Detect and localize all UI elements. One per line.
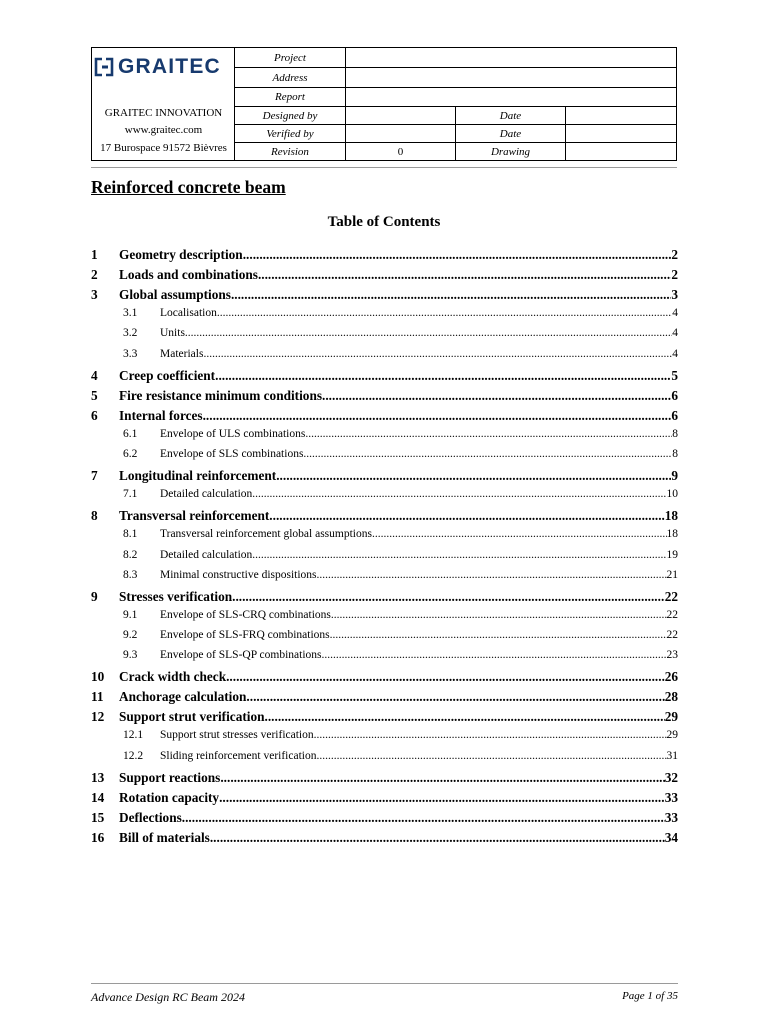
toc-entry-title: Sliding reinforcement verification <box>160 749 317 762</box>
toc-entry-page: 33 <box>664 789 678 805</box>
toc-entry-number: 8.2 <box>123 548 138 561</box>
toc-entry[interactable] <box>91 669 678 685</box>
footer-product: Advance Design RC Beam 2024 <box>91 990 245 1004</box>
toc-entry-page: 22 <box>666 628 678 641</box>
toc-entry-page: 2 <box>671 267 678 283</box>
toc-entry-number: 6 <box>91 407 98 423</box>
toc-heading: Table of Contents <box>327 214 441 230</box>
toc-entry-number: 14 <box>91 789 105 805</box>
revision-label: Revision <box>235 143 346 160</box>
toc-entry-number: 10 <box>91 669 105 685</box>
header-divider <box>91 167 677 168</box>
toc-dot-leader <box>330 629 667 641</box>
graitec-logo-icon <box>94 57 114 77</box>
toc-entry-title: Envelope of SLS combinations <box>160 448 304 460</box>
graitec-logo <box>94 54 221 80</box>
toc-entry-page: 23 <box>666 649 678 661</box>
toc-entry-title: Envelope of SLS-FRQ combinations <box>160 628 330 641</box>
toc-entry-page: 4 <box>672 347 678 360</box>
toc-dot-leader <box>322 649 667 661</box>
toc-entry-page: 33 <box>664 809 678 825</box>
toc-entry-page: 18 <box>664 508 678 524</box>
toc-entry[interactable] <box>91 408 678 424</box>
toc-entry-title: Anchorage calculation <box>119 689 247 705</box>
toc-dot-leader <box>210 830 665 846</box>
toc-entry-number: 6.1 <box>123 427 138 440</box>
toc-entry-page: 28 <box>664 689 678 705</box>
toc-entry-page: 8 <box>672 448 678 460</box>
toc-entry[interactable] <box>91 528 678 540</box>
toc-entry-title: Longitudinal reinforcement <box>119 468 277 484</box>
toc-entry-number: 5 <box>91 387 98 403</box>
toc-entry-title: Envelope of ULS combinations <box>160 427 306 440</box>
toc-entry-number: 7.1 <box>123 488 138 501</box>
toc-entry-page: 6 <box>671 407 678 423</box>
toc-entry[interactable] <box>91 508 678 524</box>
verified-date-label: Date <box>456 125 566 143</box>
project-label: Project <box>235 48 346 68</box>
toc-entry-title: Crack width check <box>119 669 227 685</box>
toc-entry-title: Detailed calculation <box>160 488 253 501</box>
toc-entry[interactable] <box>91 689 678 705</box>
company-address: 17 Burospace 91572 Bièvres <box>100 142 227 154</box>
toc-entry[interactable] <box>91 649 678 661</box>
toc-entry-title: Support strut verification <box>119 709 265 725</box>
toc-dot-leader <box>314 729 667 741</box>
toc-entry-page: 18 <box>666 528 678 541</box>
toc-dot-leader <box>215 368 671 384</box>
toc-entry-title: Bill of materials <box>119 829 210 845</box>
toc-entry-page: 29 <box>664 709 678 725</box>
toc-entry-page: 9 <box>671 468 678 484</box>
toc-entry[interactable] <box>91 830 678 846</box>
verified-by-label: Verified by <box>235 125 346 143</box>
toc-entry[interactable] <box>91 428 678 440</box>
toc-entry-title: Localisation <box>160 307 217 320</box>
toc-entry-page: 4 <box>672 307 678 320</box>
toc-dot-leader <box>252 549 666 561</box>
toc-dot-leader <box>322 388 671 404</box>
toc-entry-title: Envelope of SLS-QP combinations <box>160 649 322 661</box>
toc-entry[interactable] <box>91 468 678 484</box>
toc-entry-title: Rotation capacity <box>119 789 220 805</box>
toc-dot-leader <box>252 488 666 500</box>
designed-by-label: Designed by <box>235 107 346 125</box>
toc-entry-number: 15 <box>91 809 105 825</box>
revision-value: 0 <box>346 143 456 160</box>
toc-entry[interactable] <box>91 287 678 303</box>
toc-entry-number: 4 <box>91 367 98 383</box>
toc-entry-number: 16 <box>91 829 105 845</box>
toc-dot-leader <box>317 569 667 581</box>
toc-entry[interactable] <box>91 729 678 741</box>
toc-dot-leader <box>276 468 671 484</box>
toc-entry-page: 6 <box>671 387 678 403</box>
toc-entry[interactable] <box>91 770 678 786</box>
toc-entry-number: 12.1 <box>123 729 144 742</box>
document-title: Reinforced concrete beam <box>91 177 286 197</box>
report-label: Report <box>235 88 346 107</box>
toc-dot-leader <box>246 689 664 705</box>
footer-divider <box>91 983 678 984</box>
toc-entry[interactable] <box>91 307 678 319</box>
toc-entry-number: 8.3 <box>123 568 138 581</box>
toc-entry-page: 22 <box>666 608 678 621</box>
toc-dot-leader <box>203 348 672 360</box>
toc-entry-number: 9.3 <box>123 649 138 661</box>
drawing-label: Drawing <box>456 143 566 160</box>
toc-entry-page: 32 <box>664 769 678 785</box>
toc-dot-leader <box>231 287 671 303</box>
toc-entry-number: 3.3 <box>123 347 138 360</box>
toc-entry[interactable] <box>91 790 678 806</box>
designed-by-value <box>346 107 456 125</box>
company-panel <box>92 48 235 160</box>
title-block <box>91 47 677 161</box>
toc-dot-leader <box>305 428 672 440</box>
toc-entry-title: Creep coefficient <box>119 367 216 383</box>
toc-entry-number: 12.2 <box>123 749 144 762</box>
report-value <box>346 88 676 107</box>
toc-entry-title: Support strut stresses verification <box>160 729 314 742</box>
toc-entry-number: 3 <box>91 287 98 303</box>
toc-entry[interactable] <box>91 629 678 641</box>
toc-dot-leader <box>316 750 666 762</box>
toc-entry-title: Fire resistance minimum conditions <box>119 387 323 403</box>
toc-entry-number: 6.2 <box>123 448 138 460</box>
toc-entry-title: Units <box>160 327 185 340</box>
toc-entry[interactable] <box>91 750 678 762</box>
toc-dot-leader <box>269 508 664 524</box>
toc-entry-page: 26 <box>664 669 678 685</box>
toc-entry-number: 3.1 <box>123 307 138 320</box>
toc-entry-page: 2 <box>671 247 678 262</box>
toc-entry-page: 22 <box>664 588 678 604</box>
company-website: www.graitec.com <box>124 124 203 136</box>
verified-by-value <box>346 125 456 143</box>
toc-dot-leader <box>226 669 665 685</box>
toc-entry-page: 4 <box>672 327 678 340</box>
toc-entry[interactable] <box>91 448 678 460</box>
toc-entry-number: 12 <box>91 709 105 725</box>
toc-entry-page: 31 <box>666 749 678 762</box>
toc-entry-title: Deflections <box>119 809 182 825</box>
toc-entry[interactable] <box>91 247 678 263</box>
toc-entry-title: Transversal reinforcement global assumptions <box>160 528 372 541</box>
toc-entry-page: 21 <box>666 568 678 581</box>
toc-entry-number: 1 <box>91 247 98 262</box>
toc-entry-number: 3.2 <box>123 327 138 340</box>
toc-dot-leader <box>265 709 665 725</box>
footer-page-number: Page 1 of 35 <box>622 990 678 1002</box>
toc-dot-leader <box>232 589 665 605</box>
toc-dot-leader <box>258 267 671 283</box>
toc-dot-leader <box>243 247 672 263</box>
toc-entry-number: 11 <box>91 689 104 705</box>
toc-entry-title: Detailed calculation <box>160 548 253 561</box>
toc-entry-page: 34 <box>664 829 678 845</box>
toc-dot-leader <box>372 528 667 540</box>
toc-entry[interactable] <box>91 810 678 826</box>
toc-entry-page: 8 <box>672 427 678 440</box>
toc-entry[interactable] <box>91 488 678 500</box>
toc-entry-number: 2 <box>91 267 98 283</box>
toc-entry[interactable] <box>91 569 678 581</box>
toc-entry-page: 10 <box>666 488 678 501</box>
toc-entry-number: 13 <box>91 769 105 785</box>
toc-entry-title: Minimal constructive dispositions <box>160 568 317 581</box>
toc-entry[interactable] <box>91 709 678 725</box>
date-value <box>566 107 676 125</box>
toc-entry-number: 9.1 <box>123 608 138 621</box>
toc-entry-title: Materials <box>160 347 204 360</box>
address-label: Address <box>235 68 346 88</box>
project-value <box>346 48 676 68</box>
toc-entry[interactable] <box>91 609 678 621</box>
toc-entry-page: 29 <box>666 729 678 742</box>
toc-entry-title: Loads and combinations <box>119 267 258 283</box>
toc-entry-page: 5 <box>671 367 678 383</box>
address-value <box>346 68 676 88</box>
toc-dot-leader <box>185 327 672 339</box>
toc-dot-leader <box>217 307 672 319</box>
toc-dot-leader <box>219 790 665 806</box>
toc-entry[interactable] <box>91 267 678 283</box>
toc-entry-number: 8.1 <box>123 528 138 541</box>
toc-entry[interactable] <box>91 549 678 561</box>
toc-entry-page: 3 <box>671 287 678 303</box>
toc-entry-title: Stresses verification <box>119 588 233 604</box>
toc-entry[interactable] <box>91 327 678 339</box>
logo-wordmark: GRAITEC <box>118 55 221 78</box>
toc-entry[interactable] <box>91 348 678 360</box>
toc-entry[interactable] <box>91 589 678 605</box>
toc-entry-title: Support reactions <box>119 769 221 785</box>
toc-dot-leader <box>303 448 672 460</box>
date-label: Date <box>456 107 566 125</box>
toc-entry[interactable] <box>91 388 678 404</box>
toc-entry[interactable] <box>91 368 678 384</box>
toc-dot-leader <box>220 770 664 786</box>
toc-entry-number: 8 <box>91 508 98 524</box>
toc-entry-number: 9 <box>91 588 98 604</box>
toc-entry-title: Internal forces <box>119 407 203 423</box>
verified-date-value <box>566 125 676 143</box>
toc-dot-leader <box>182 810 665 826</box>
toc-entry-title: Geometry description <box>119 247 243 262</box>
toc-entry-title: Global assumptions <box>119 287 231 303</box>
drawing-value <box>566 143 676 160</box>
toc-entry-number: 9.2 <box>123 628 138 641</box>
toc-entry-title: Envelope of SLS-CRQ combinations <box>160 608 331 621</box>
project-info-grid <box>235 48 676 160</box>
toc-entry-page: 19 <box>666 548 678 561</box>
toc-entry-number: 7 <box>91 468 98 484</box>
toc-dot-leader <box>203 408 672 424</box>
toc-dot-leader <box>331 609 667 621</box>
toc-entry-title: Transversal reinforcement <box>119 508 270 524</box>
company-name: GRAITEC INNOVATION <box>104 107 223 119</box>
